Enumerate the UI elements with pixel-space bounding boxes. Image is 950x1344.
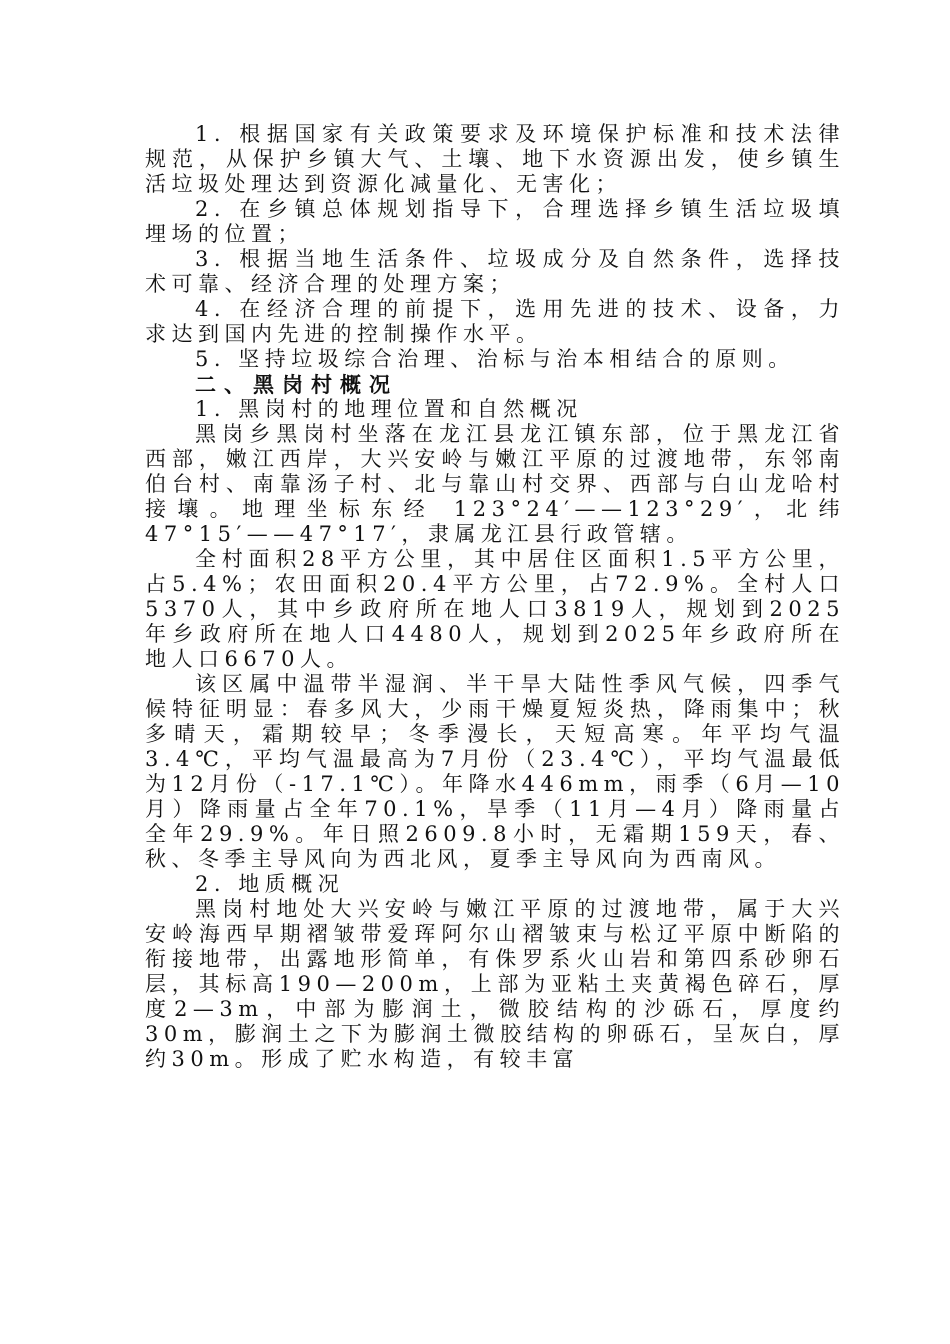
subheading-location: 1. 黑岗村的地理位置和自然概况 <box>195 397 583 421</box>
principle-paragraph-2: 2. 在乡镇总体规划指导下，合理选择乡镇生活垃圾填埋场的位置； <box>145 197 845 246</box>
location-paragraph: 黑岗乡黑岗村坐落在龙江县龙江镇东部，位于黑龙江省西部，嫩江西岸，大兴安岭与嫩江平原的过渡地带，东邻南伯台村、南靠汤子村、北与靠山村交界、西部与白山龙哈村接壤。地理坐标东经 123°24′——123°29′，北纬 47°15′——47°17′，隶属龙江县行政管辖。 <box>145 422 845 546</box>
principle-paragraph-1: 1. 根据国家有关政策要求及环境保护标准和技术法律规范，从保护乡镇大气、土壤、地下水资源出发，使乡镇生活垃圾处理达到资源化减量化、无害化； <box>145 122 845 196</box>
principle-paragraph-5: 5. 坚持垃圾综合治理、治标与治本相结合的原则。 <box>195 347 795 371</box>
principle-paragraph-3: 3. 根据当地生活条件、垃圾成分及自然条件，选择技术可靠、经济合理的处理方案； <box>145 247 845 296</box>
geology-paragraph: 黑岗村地处大兴安岭与嫩江平原的过渡地带，属于大兴安岭海西早期褶皱带爱珲阿尔山褶皱束与松辽平原中断陷的衔接地带，出露地形简单，有侏罗系火山岩和第四系砂卵石层，其标高190—200m，上部为亚粘土夹黄褐色碎石，厚度2—3m，中部为膨润土，微胶结构的沙砾石，厚度约30m，膨润土之下为膨润土微胶结构的卵砾石，呈灰白，厚约30m。形成了贮水构造，有较丰富 <box>145 897 845 1071</box>
document-page <box>145 122 845 1072</box>
area-population-paragraph: 全村面积28平方公里，其中居住区面积1.5平方公里，占5.4%；农田面积20.4平方公里，占72.9%。全村人口5370人，其中乡政府所在地人口3819人，规划到2025年乡政府所在地人口4480人，规划到2025年乡政府所在地人口6670人。 <box>145 547 845 671</box>
subheading-geology: 2. 地质概况 <box>195 872 345 896</box>
climate-paragraph: 该区属中温带半湿润、半干旱大陆性季风气候，四季气候特征明显：春多风大，少雨干燥夏短炎热，降雨集中；秋多晴天，霜期较早；冬季漫长，天短高寒。年平均气温3.4℃，平均气温最高为7月份（23.4℃），平均气温最低为12月份（-17.1℃）。年降水446mm，雨季（6月—10月）降雨量占全年70.1%，旱季（11月—4月）降雨量占全年29.9%。年日照2609.8小时，无霜期159天，春、秋、冬季主导风向为西北风，夏季主导风向为西南风。 <box>145 672 845 871</box>
section-heading: 二、黑岗村概况 <box>195 372 398 397</box>
principle-paragraph-4: 4. 在经济合理的前提下，选用先进的技术、设备，力求达到国内先进的控制操作水平。 <box>145 297 845 346</box>
